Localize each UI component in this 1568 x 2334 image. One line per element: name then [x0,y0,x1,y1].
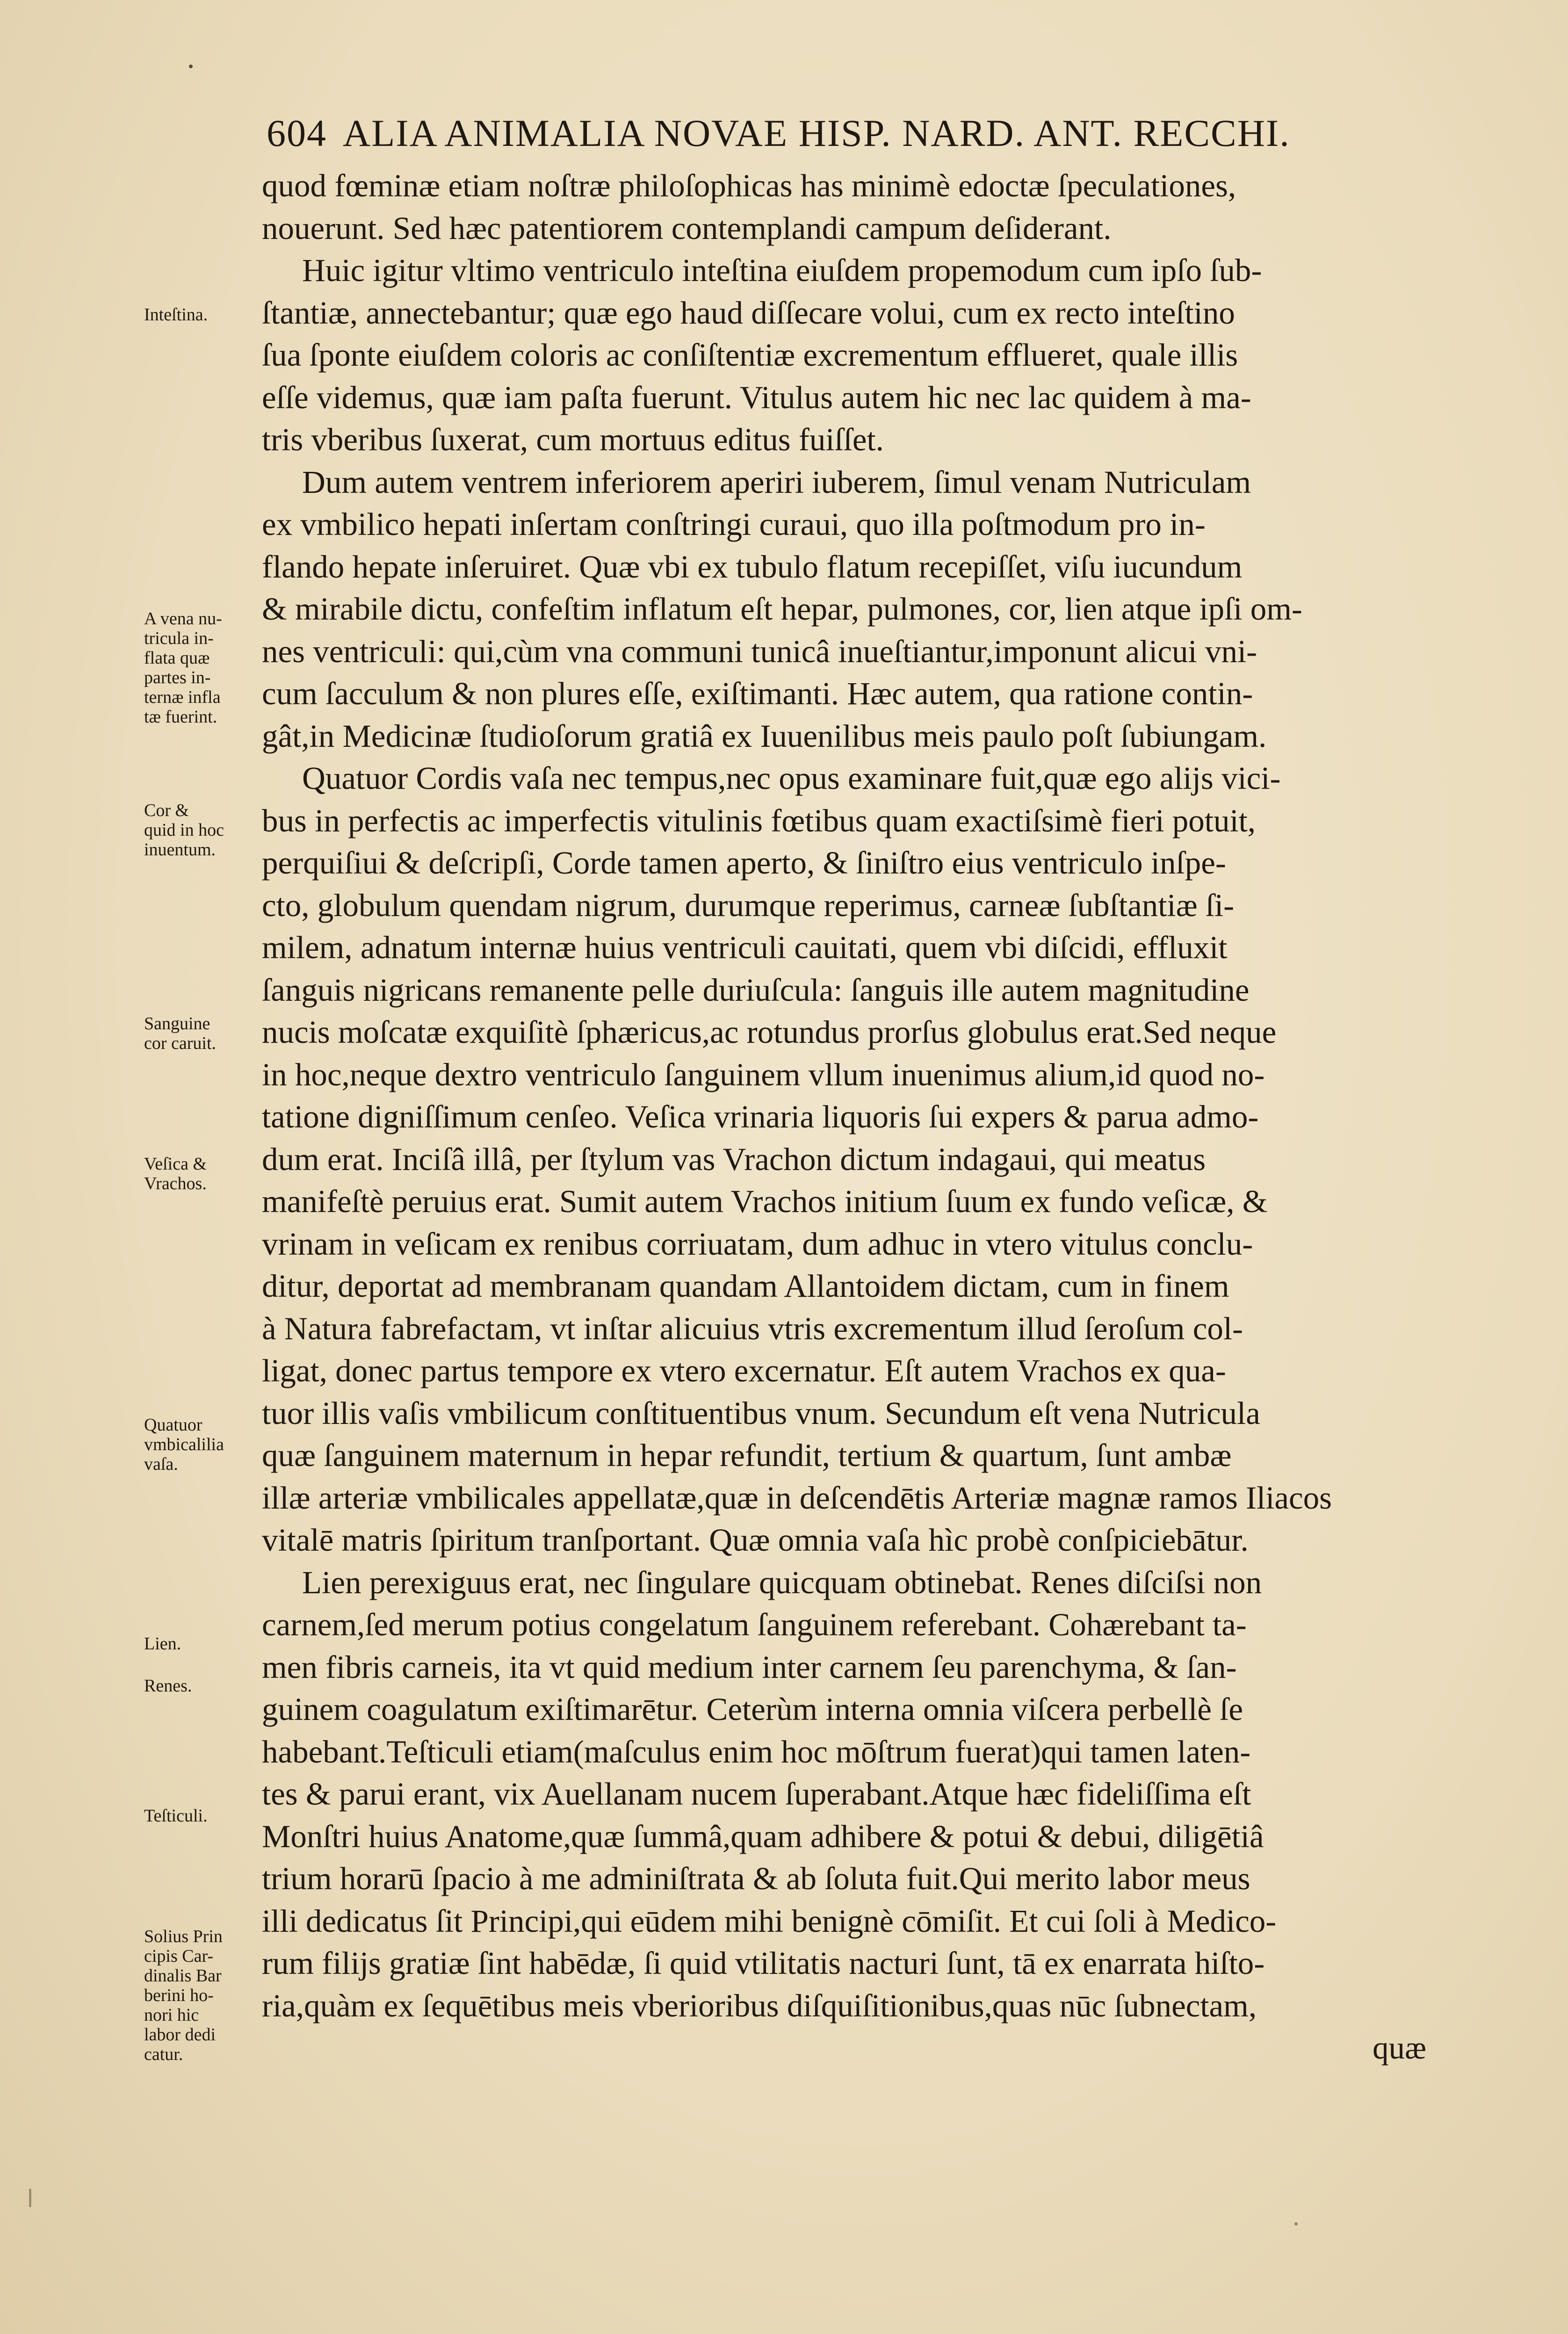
text-line: Quatuor Cordis vaſa nec tempus,nec opus examinare fuit,quæ ego alijs vici- [302,760,1281,796]
margin-note: Veſica & Vrachos. [144,1154,207,1193]
margin-note: Inteſtina. [144,305,208,325]
text-line: eſſe videmus, quæ iam paſta fuerunt. Vitulus autem hic nec lac quidem à ma- [262,379,1251,415]
text-line: carnem,ſed merum potius congelatum ſanguinem referebant. Cohærebant ta- [262,1607,1247,1642]
text-line: Lien perexiguus erat, nec ſingulare quicquam obtinebat. Renes diſciſsi non [302,1564,1262,1600]
text-line: ſua ſponte eiuſdem coloris ac conſiſtentiæ excrementum efflueret, quale illis [262,337,1238,373]
text-line: & mirabile dictu, confeſtim inflatum eſt hepar, pulmones, cor, lien atque ipſi om- [262,591,1302,627]
running-header [267,110,1426,157]
margin-note: Sanguine cor caruit. [144,1014,217,1053]
text-line: vrinam in veſicam ex renibus corriuatam, dum adhuc in vtero vitulus conclu- [262,1226,1253,1262]
page-number: 604 [267,112,327,154]
text-line: ditur, deportat ad membranam quandam Allantoidem dictam, cum in finem [262,1268,1229,1304]
text-line: manifeſtè peruius erat. Sumit autem Vrachos initium ſuum ex fundo veſicæ, & [262,1184,1268,1219]
text-line: illæ arteriæ vmbilicales appellatæ,quæ in deſcendētis Arteriæ magnæ ramos Iliacos [262,1480,1332,1516]
text-line: tris vberibus ſuxerat, cum mortuus editus fuiſſet. [262,422,884,457]
text-line: cum ſacculum & non plures eſſe, exiſtimanti. Hæc autem, qua ratione contin- [262,676,1253,711]
text-line: in hoc,neque dextro ventriculo ſanguinem vllum inuenimus alium,id quod no- [262,1056,1265,1092]
text-line: ex vmbilico hepati inſertam conſtringi curaui, quo illa poſtmodum pro in- [262,506,1206,542]
ink-speck [29,2189,31,2207]
text-line: bus in perfectis ac imperfectis vitulinis fœtibus quam exactiſsimè fieri potuit, [262,802,1256,838]
text-line: quod fœminæ etiam noſtræ philoſophicas has minimè edoctæ ſpeculationes, [262,168,1236,203]
text-line: gât,in Medicinæ ſtudioſorum gratiâ ex Iuuenilibus meis paulo poſt ſubiungam. [262,718,1267,754]
body-text [262,165,1459,2069]
ink-speck [1294,2222,1298,2226]
margin-note: Teſticuli. [144,1806,208,1826]
text-line: nucis moſcatæ exquiſitè ſphæricus,ac rotundus prorſus globulus erat.Sed neque [262,1014,1277,1050]
margin-note: Lien. [144,1634,181,1654]
margin-note: Cor & quid in hoc inuentum. [144,801,224,860]
text-line: flando hepate inſeruiret. Quæ vbi ex tubulo flatum recepiſſet, viſu iucundum [262,549,1243,585]
text-line: nouerunt. Sed hæc patentiorem contemplandi campum deſiderant. [262,210,1112,246]
text-line: à Natura fabrefactam, vt inſtar alicuius vtris excrementum illud ſeroſum col- [262,1310,1243,1346]
text-line: illi dedicatus ſit Principi,qui eūdem mihi benignè cōmiſit. Et cui ſoli à Medico- [262,1903,1277,1939]
margin-note: A vena nu- tricula in- flata quæ partes in- ternæ infla tæ fuerint. [144,609,222,727]
margin-notes [0,0,262,2334]
text-line: tuor illis vaſis vmbilicum conſtituentibus vnum. Secundum eſt vena Nutricula [262,1395,1260,1431]
text-line: vitalē matris ſpiritum tranſportant. Quæ omnia vaſa hìc probè conſpiciebātur. [262,1522,1249,1558]
text-line: trium horarū ſpacio à me adminiſtrata & ab ſoluta fuit.Qui merito labor meus [262,1861,1250,1896]
text-line: rum filijs gratiæ ſint habēdæ, ſi quid vtilitatis nacturi ſunt, tā ex enarrata hiſto- [262,1945,1265,1981]
text-line: guinem coagulatum exiſtimarētur. Ceterùm interna omnia viſcera perbellè ſe [262,1691,1243,1727]
text-line: tes & parui erant, vix Auellanam nucem ſuperabant.Atque hæc fideliſſima eſt [262,1776,1251,1812]
text-line: ſtantiæ, annectebantur; quæ ego haud diſſecare volui, cum ex recto inteſtino [262,295,1235,331]
margin-note: Renes. [144,1676,192,1696]
text-line: tatione digniſſimum cenſeo. Veſica vrinaria liquoris ſui expers & parua admo- [262,1099,1259,1134]
text-line: Dum autem ventrem inferiorem aperiri iuberem, ſimul venam Nutriculam [302,464,1251,500]
ink-speck [189,65,193,68]
text-line: perquiſiui & deſcripſi, Corde tamen aperto, & ſiniſtro eius ventriculo inſpe- [262,845,1226,881]
text-line: Monſtri huius Anatome,quæ ſummâ,quam adhibere & potui & debui, diligētiâ [262,1818,1264,1854]
text-line: men fibris carneis, ita vt quid medium inter carnem ſeu parenchyma, & ſan- [262,1649,1237,1685]
text-line: ria,quàm ex ſequētibus meis vberioribus diſquiſitionibus,quas nūc ſubnectam, [262,1987,1257,2023]
margin-note: Quatuor vmbicalilia vaſa. [144,1415,224,1474]
text-line: ligat, donec partus tempore ex vtero excernatur. Eſt autem Vrachos ex qua- [262,1353,1226,1388]
catchword: quæ [1372,2030,1426,2066]
text-line: milem, adnatum internæ huius ventriculi cauitati, quem vbi diſcidi, effluxit [262,930,1228,965]
text-line: quæ ſanguinem maternum in hepar refundit, tertium & quartum, ſunt ambæ [262,1438,1232,1473]
text-line: cto, globulum quendam nigrum, durumque reperimus, carneæ ſubſtantiæ ſi- [262,887,1235,923]
text-line: nes ventriculi: qui,cùm vna communi tunicâ inueſtiantur,imponunt alicui vni- [262,633,1257,669]
text-line: ſanguis nigricans remanente pelle duriuſcula: ſanguis ille autem magnitudine [262,972,1250,1008]
running-title: ALIA ANIMALIA NOVAE HISP. NARD. ANT. RECCHI. [343,112,1290,154]
text-line: habebant.Teſticuli etiam(maſculus enim hoc mōſtrum fuerat)qui tamen laten- [262,1734,1251,1770]
text-line: dum erat. Inciſâ illâ, per ſtylum vas Vrachon dictum indagaui, qui meatus [262,1141,1206,1177]
margin-note: Solius Prin cipis Car- dinalis Bar berini ho- nori hic labor dedi catur. [144,1927,223,2064]
text-line: Huic igitur vltimo ventriculo inteſtina eiuſdem propemodum cum ipſo ſub- [302,253,1262,288]
